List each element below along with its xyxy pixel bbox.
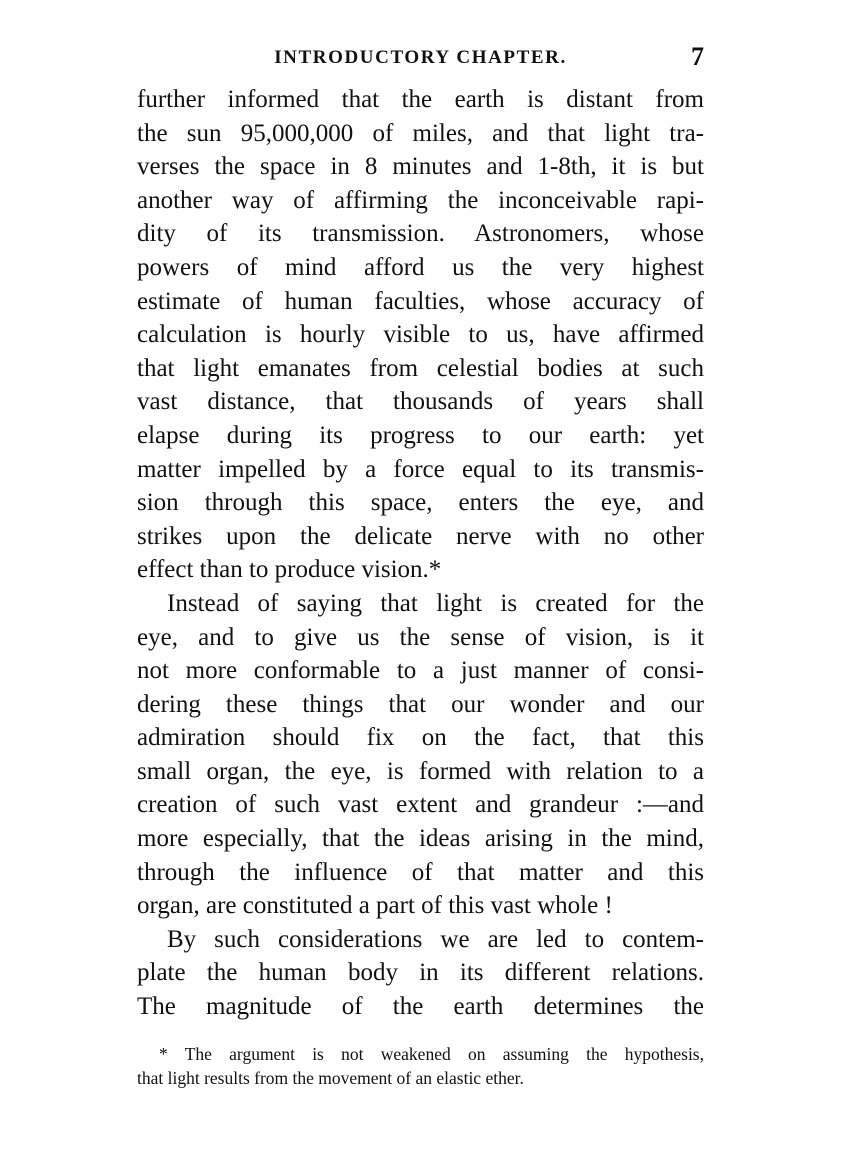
text-line: matter impelled by a force equal to its transmis- bbox=[137, 455, 704, 483]
text-line: another way of affirming the inconceivable rapi- bbox=[137, 186, 704, 214]
text-line: further informed that the earth is distant from bbox=[137, 86, 704, 113]
text-line: that light emanates from celestial bodies at such bbox=[137, 354, 704, 382]
text-line: dity of its transmission. Astronomers, whose bbox=[137, 220, 704, 248]
running-title: INTRODUCTORY CHAPTER. bbox=[274, 47, 567, 68]
text-line: effect than to produce vision.* bbox=[137, 556, 442, 584]
text-line: estimate of human faculties, whose accuracy of bbox=[137, 287, 704, 315]
text-line: not more conformable to a just manner of consi- bbox=[137, 657, 704, 685]
body-text bbox=[137, 83, 704, 1024]
text-line: elapse during its progress to our earth: yet bbox=[137, 421, 704, 449]
running-head bbox=[137, 42, 704, 74]
text-line: eye, and to give us the sense of vision, is it bbox=[137, 623, 704, 651]
text-line: plate the human body in its different relations. bbox=[137, 959, 704, 987]
text-line: creation of such vast extent and grandeur :—and bbox=[137, 791, 704, 819]
text-line: sion through this space, enters the eye, and bbox=[137, 489, 704, 517]
text-line: organ, are constituted a part of this vast whole ! bbox=[137, 892, 613, 920]
text-line: through the influence of that matter and this bbox=[137, 858, 704, 886]
text-line: more especially, that the ideas arising in the mind, bbox=[137, 825, 704, 853]
text-line: admiration should fix on the fact, that this bbox=[137, 724, 704, 752]
footnote-line: * The argument is not weakened on assuming the hypothesis, bbox=[159, 1044, 704, 1064]
text-line: verses the space in 8 minutes and 1-8th, it is but bbox=[137, 153, 704, 181]
text-line: Instead of saying that light is created for the bbox=[167, 589, 704, 617]
page-number: 7 bbox=[691, 42, 704, 71]
text-line: vast distance, that thousands of years shall bbox=[137, 388, 704, 416]
footnote-line: that light results from the movement of an elastic ether. bbox=[137, 1068, 524, 1088]
text-line: small organ, the eye, is formed with relation to a bbox=[137, 757, 704, 785]
text-line: strikes upon the delicate nerve with no other bbox=[137, 522, 704, 550]
text-line: calculation is hourly visible to us, have affirmed bbox=[137, 321, 704, 349]
text-line: dering these things that our wonder and our bbox=[137, 690, 704, 718]
text-line: the sun 95,000,000 of miles, and that light tra- bbox=[137, 119, 704, 147]
text-line: powers of mind afford us the very highest bbox=[137, 253, 704, 281]
footnote bbox=[137, 1042, 704, 1090]
text-line: The magnitude of the earth determines the bbox=[137, 993, 704, 1021]
text-line: By such considerations we are led to contem- bbox=[167, 925, 704, 953]
